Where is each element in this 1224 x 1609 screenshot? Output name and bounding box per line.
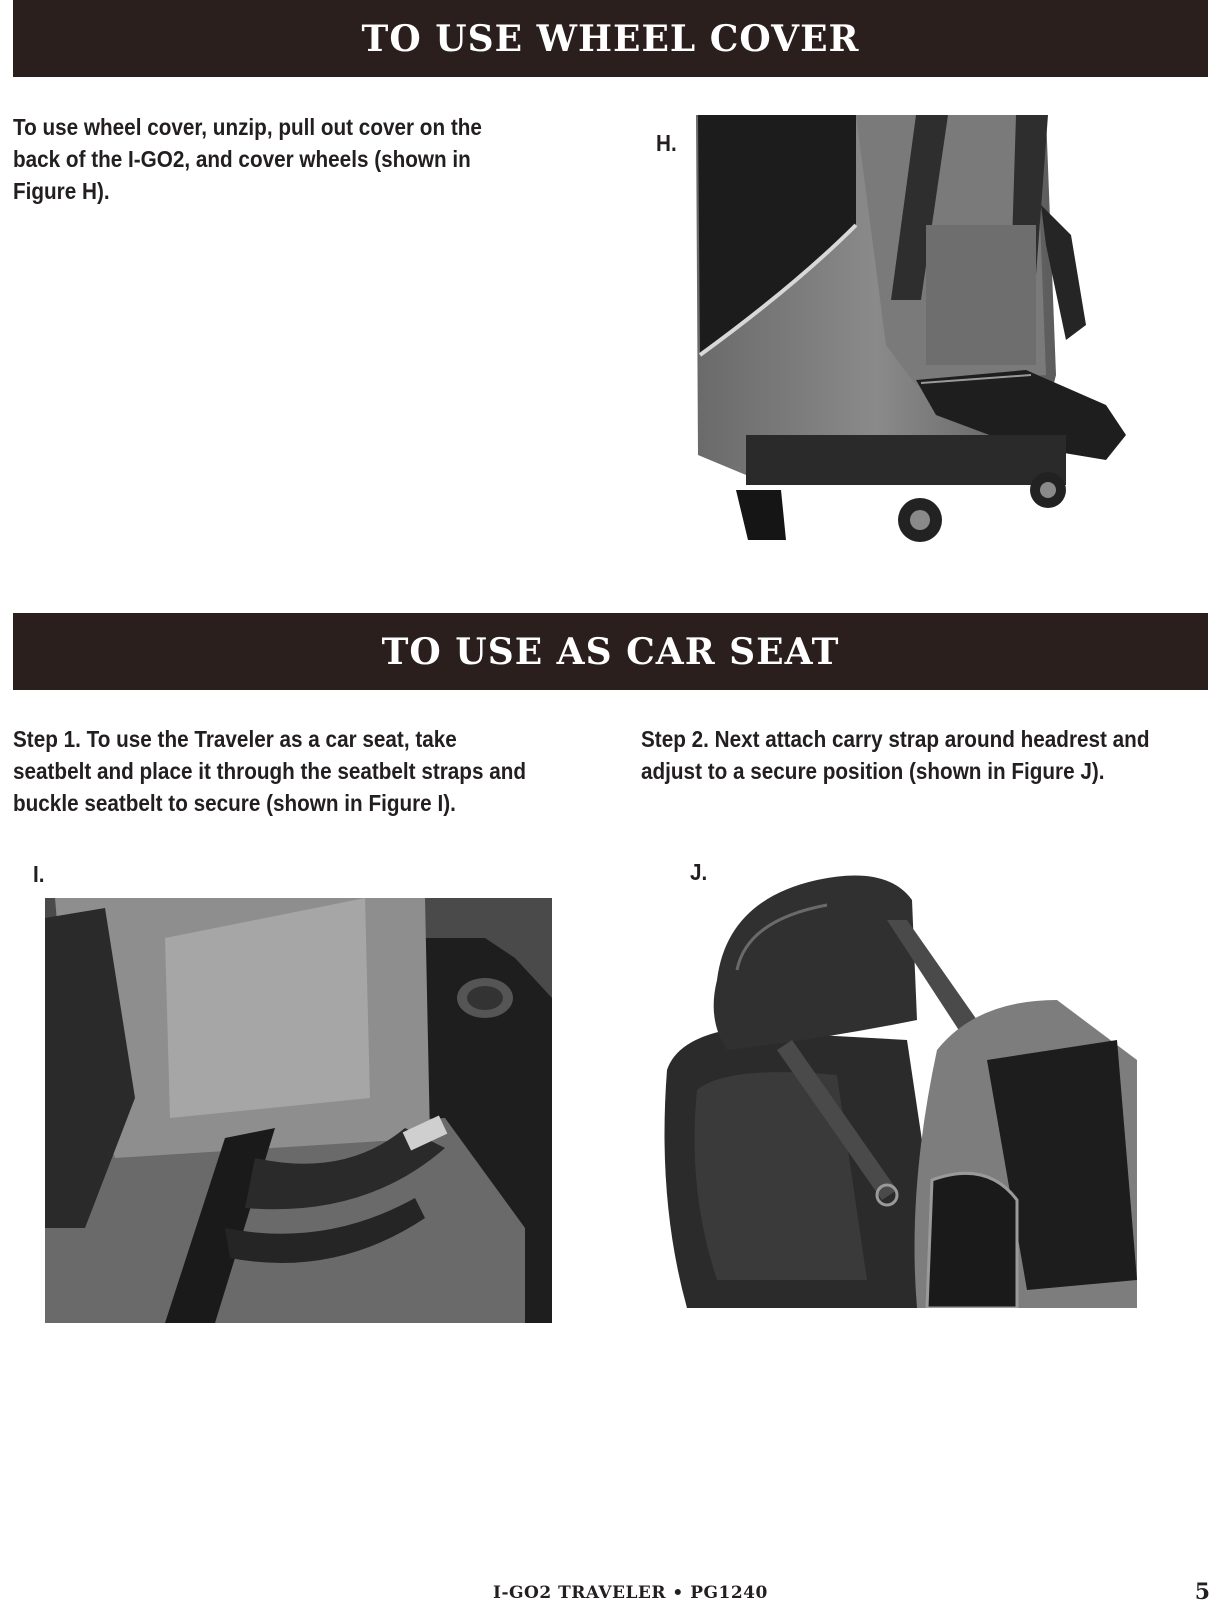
car-seat-banner	[13, 613, 1208, 690]
rolling-carrier-icon	[686, 115, 1166, 567]
figure-i-label: I.	[33, 861, 45, 887]
wheel-cover-line-2: back of the I-GO2, and cover wheels (shown in	[13, 146, 471, 172]
step-2-instructions	[641, 723, 1149, 787]
step-2-line-2: adjust to a secure position (shown in Figure J).	[641, 758, 1105, 784]
car-seat-heading: TO USE AS CAR SEAT	[381, 630, 840, 673]
figure-j-label: J.	[690, 859, 708, 885]
step-2-line-1: Step 2. Next attach carry strap around headrest and	[641, 726, 1150, 752]
step-1-instructions	[13, 723, 526, 819]
wheel-cover-banner	[13, 0, 1208, 77]
figure-h-label: H.	[656, 130, 677, 156]
wheel-cover-instructions	[13, 111, 482, 207]
wheel-cover-line-1: To use wheel cover, unzip, pull out cover on the	[13, 114, 482, 140]
wheel-cover-heading: TO USE WHEEL COVER	[361, 17, 860, 60]
page-number: 5	[1194, 1579, 1210, 1605]
figure-j-photo	[657, 860, 1167, 1308]
step-1-line-1: Step 1. To use the Traveler as a car seat, take	[13, 726, 457, 752]
footer-title: I-GO2 TRAVELER • PG1240	[493, 1583, 768, 1603]
carrier-seatbelt-icon	[45, 898, 552, 1323]
wheel-cover-line-3: Figure H).	[13, 178, 110, 204]
page-footer	[0, 1579, 1224, 1609]
figure-i-photo	[45, 898, 552, 1323]
step-1-line-3: buckle seatbelt to secure (shown in Figure I).	[13, 790, 456, 816]
figure-h-photo	[686, 115, 1166, 567]
carrier-headrest-icon	[657, 860, 1167, 1308]
step-1-line-2: seatbelt and place it through the seatbelt straps and	[13, 758, 527, 784]
